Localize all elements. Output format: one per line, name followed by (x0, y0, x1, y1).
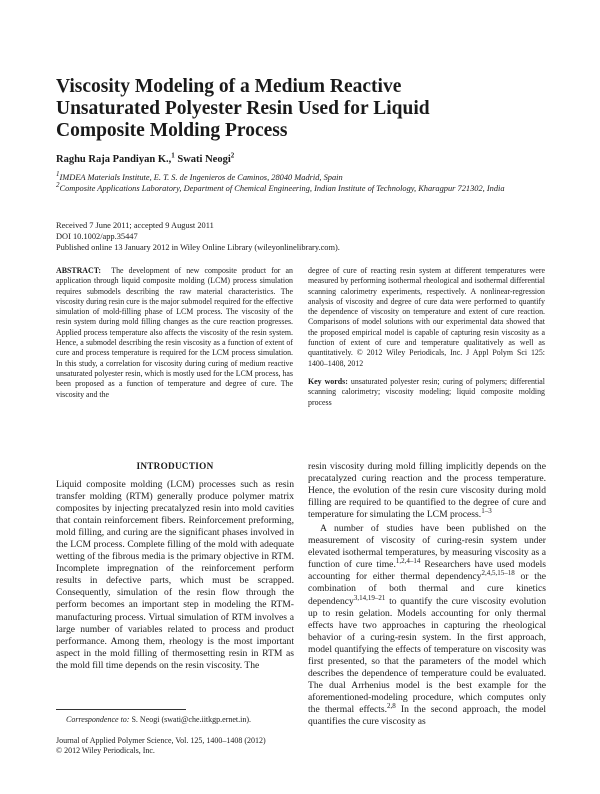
affiliation-1-text: IMDEA Materials Institute, E. T. S. de Ingenieros de Caminos, 28040 Madrid, Spain (59, 173, 343, 182)
journal-info (56, 736, 266, 756)
citation-mark: 1–3 (481, 507, 492, 515)
doi-line: DOI 10.1002/app.35447 (56, 232, 138, 241)
introduction-heading: INTRODUCTION (136, 461, 214, 471)
intro-p3-part-b: Researchers have used models accounting for either thermal dependency (308, 559, 546, 583)
affiliation-2-mark: 2 (56, 181, 60, 190)
correspondence-note (66, 715, 251, 724)
affiliation-1-mark: 1 (56, 170, 60, 179)
intro-right-column (308, 461, 546, 728)
author-2: Swati Neogi (174, 154, 231, 165)
footnote-divider (56, 709, 186, 710)
abstract-text-right: degree of cure of reacting resin system at different temperatures were measured by performing isothermal rheological and isothermal differential scanning calorimetry experiments, respectively. A nonlinear-regression analysis of viscosity and degree of cure data were performed to quantify the dependence of viscosity on temperature and extent of cure reaction. Comparisons of model solutions with our experimental data showed that the proposed empirical model is capable of capturing resin viscosity as a function of extent of cure and temperature qualitatively as well as quantitatively. © 2012 Wiley Periodicals, Inc. J Appl Polym Sci 125: 1400–1408, 2012 (308, 266, 545, 368)
intro-p3-part-e: In the second approach, the model quantifies the cure viscosity as (308, 703, 547, 727)
abstract-right-column (308, 266, 545, 408)
citation-mark: 2,8 (387, 701, 396, 710)
correspondence-label: Correspondence to: (66, 715, 130, 724)
intro-p3-part-c: or the combination of both thermal and cure kinetics dependency (308, 571, 546, 607)
abstract-left-column (56, 266, 293, 400)
correspondence-text: S. Neogi (swati@che.iitkgp.ernet.in). (129, 715, 252, 724)
intro-paragraph-1: Liquid composite molding (LCM) processes such as resin transfer molding (RTM) generally produce polymer matrix composites by injecting precatalyzed resin into mold cavities that contain reinforcement fibers. Reinforcement preforming, mold filling, and curing are the significant phases involved in the LCM process. Complete filling of the mold with adequate wetting of the fibrous media is the primary objective in RTM. Incomplete impregnation of the reinforcement perform results in defective parts, which must be scrapped. Consequently, simulation of the resin flow through the perform becomes an important step in modeling the RTM-manufacturing process. Virtual simulation of RTM involves a large number of variables related to process and product performance. Among them, rheology is the most important aspect in the mold filling of thermosetting resin in RTM as the mold fill time depends on the resin viscosity. The (56, 479, 294, 671)
copyright-line: © 2012 Wiley Periodicals, Inc. (56, 746, 155, 755)
author-1: Raghu Raja Pandiyan K., (56, 154, 172, 165)
citation-mark: 1,2,4–14 (395, 557, 421, 566)
citation-mark: 3,14,19–21 (353, 593, 386, 602)
intro-p3-part-a: A number of studies have been published on the measurement of viscosity of curing-resin system under elevated isothermal temperatures, by measuring viscosity as a function of cure time. (308, 523, 546, 571)
author-list (56, 151, 235, 165)
affiliation-2 (56, 183, 556, 194)
author-2-affil-mark: 2 (230, 151, 235, 160)
received-date: Received 7 June 2011; accepted 9 August 2011 (56, 221, 214, 230)
affiliation-1 (56, 172, 556, 183)
citation-mark: 2,4,5,15–18 (481, 569, 515, 578)
keywords-label: Key words: (308, 376, 348, 386)
intro-left-column (56, 479, 294, 672)
intro-paragraph-3 (308, 523, 546, 728)
article-title: Viscosity Modeling of a Medium Reactive Unsaturated Polyester Resin Used for Liquid Composite Molding Process (56, 76, 430, 141)
journal-citation: Journal of Applied Polymer Science, Vol. 125, 1400–1408 (2012) (56, 736, 266, 745)
affiliation-2-text: Composite Applications Laboratory, Department of Chemical Engineering, Indian Institute of Technology, Kharagpur 721302, India (59, 184, 505, 193)
published-line: Published online 13 January 2012 in Wiley Online Library (wileyonlinelibrary.com). (56, 243, 340, 252)
article-history (56, 220, 340, 253)
intro-p3-part-d: to quantify the cure viscosity evolution up to resin gelation. Models accounting for only thermal effects have two approaches in capturing the rheological behavior of a curing-resin system. In the first approach, model quantifying the effects of temperature on viscosity was first presented, so that the parameters of the model which describes the dependence of temperature could be evaluated. The dual Arrhenius model is the best example for the aforementioned-modeling procedure, which computes only the thermal effects. (308, 595, 546, 715)
intro-paragraph-2-text: resin viscosity during mold filling implicitly depends on the precatalyzed curing reaction and the process temperature. Hence, the evolution of the resin cure viscosity during mold filling are required to be quantified to the degree of cure and temperature for simulating the LCM process. (308, 461, 546, 521)
abstract-label: ABSTRACT: (56, 266, 102, 275)
intro-paragraph-2 (308, 461, 546, 521)
keywords-text: unsaturated polyester resin; curing of polymers; differential scanning calorimetry; viscosity modeling; liquid composite molding process (308, 376, 546, 407)
keywords-block (308, 377, 545, 408)
author-1-affil-mark: 1 (171, 151, 175, 160)
abstract-text-left: The development of new composite product for an application through liquid composite molding (LCM) process simulation requires submodels describing the raw material characteristics. The viscosity during resin cure is the major submodel required for the effective simulation of mold-filling phase of LCM process. The viscosity of the resin system during mold filling changes as the cure reaction progresses. Applied process temperature also affects the viscosity of the resin system. Hence, a submodel describing the resin viscosity as a function of extent of cure and process temperature is required for the LCM process simulation. In this study, a correlation for viscosity during curing of medium reactive unsaturated polyester resin, which is mostly used for the LCM process, has been proposed as a function of temperature and degree of cure. The viscosity and the (56, 266, 293, 399)
